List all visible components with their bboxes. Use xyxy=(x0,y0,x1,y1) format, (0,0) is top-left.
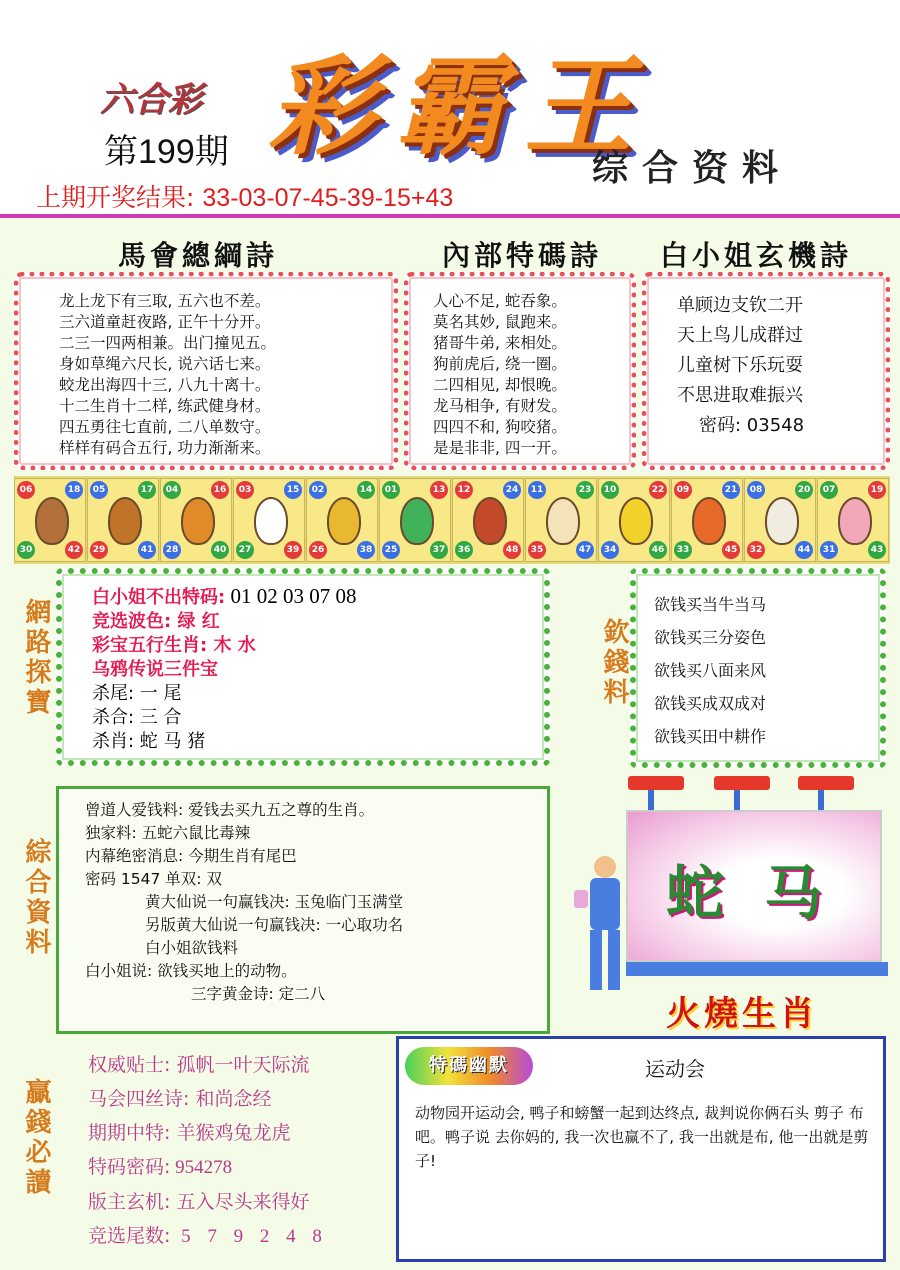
poem-line: 龙马相争, 有财发。 xyxy=(433,397,567,415)
net-row xyxy=(92,706,544,730)
zodiac-tile xyxy=(14,478,86,562)
zodiac-row xyxy=(14,478,890,562)
net-label: 彩宝五行生肖: xyxy=(92,635,208,656)
zodiac-number: 16 xyxy=(211,481,229,499)
zodiac-number: 29 xyxy=(90,541,108,559)
zonghe-line: 另版黄大仙说一句赢钱决: 一心取功名 xyxy=(145,916,404,934)
net-row xyxy=(92,634,544,658)
last-result-numbers: 33-03-07-45-39-15+43 xyxy=(202,184,454,212)
money-item: 欲钱买三分姿色 xyxy=(654,628,767,647)
poem-line: 猪哥牛弟, 来相处。 xyxy=(433,334,567,352)
poem-line: 是是非非, 四一开。 xyxy=(433,439,567,457)
subtitle: 综合资料 xyxy=(592,147,793,189)
zodiac-number: 24 xyxy=(503,481,521,499)
zodiac-number: 31 xyxy=(820,541,838,559)
last-result xyxy=(36,178,453,214)
win-label-text: 马会四丝诗: xyxy=(88,1088,190,1110)
net-label: 杀合: xyxy=(92,707,135,728)
poem-line: 十二生肖十二样, 练武健身材。 xyxy=(59,397,271,415)
humor-badge: 特碼幽默 xyxy=(405,1047,533,1085)
zodiac-animal-icon xyxy=(400,497,434,545)
xuanji-password: 密码: 03548 xyxy=(699,415,805,436)
horse-poem-title: 馬會總綱詩 xyxy=(118,239,279,272)
win-row xyxy=(88,1116,388,1150)
zodiac-number: 19 xyxy=(868,481,886,499)
zodiac-number: 33 xyxy=(674,541,692,559)
issue-number: 第199期 xyxy=(104,133,229,171)
zonghe-line: 曾道人爱钱料: 爱钱去买九五之尊的生肖。 xyxy=(85,801,375,819)
zodiac-tile xyxy=(817,478,889,562)
zodiac-number: 32 xyxy=(747,541,765,559)
zodiac-animal-icon xyxy=(765,497,799,545)
zodiac-number: 45 xyxy=(722,541,740,559)
zodiac-number: 47 xyxy=(576,541,594,559)
zonghe-line: 三字黄金诗: 定二八 xyxy=(191,985,326,1003)
win-row xyxy=(88,1048,388,1082)
zodiac-number: 35 xyxy=(528,541,546,559)
zodiac-tile xyxy=(671,478,743,562)
zodiac-number: 41 xyxy=(138,541,156,559)
zodiac-number: 34 xyxy=(601,541,619,559)
win-row xyxy=(88,1150,388,1185)
money-item: 欲钱买田中耕作 xyxy=(654,727,767,746)
poem-line: 蛟龙出海四十三, 八九十离十。 xyxy=(59,376,271,394)
net-label: 乌鸦传说三件宝 xyxy=(92,659,218,680)
win-row xyxy=(88,1219,388,1254)
zodiac-number: 39 xyxy=(284,541,302,559)
net-value: 三 合 xyxy=(134,707,182,728)
billboard-lamp xyxy=(714,776,770,790)
zodiac-animal-icon xyxy=(35,497,69,545)
win-label-text: 权威贴士: xyxy=(88,1054,171,1076)
zodiac-number: 08 xyxy=(747,481,765,499)
zodiac-number: 20 xyxy=(795,481,813,499)
zodiac-animal-icon xyxy=(546,497,580,545)
zodiac-number: 48 xyxy=(503,541,521,559)
billboard-lamp xyxy=(628,776,684,790)
billboard-illustration xyxy=(566,772,896,1042)
poem-line: 身如草绳六尺长, 说六话七来。 xyxy=(59,355,271,373)
money-item: 欲钱买当牛当马 xyxy=(654,595,767,614)
win-label-text: 竞选尾数: xyxy=(88,1225,171,1247)
net-row xyxy=(92,584,544,610)
win-label-text: 特码密码: xyxy=(88,1156,171,1178)
zodiac-number: 14 xyxy=(357,481,375,499)
net-value: 木 水 xyxy=(207,635,256,656)
zodiac-tile xyxy=(379,478,451,562)
billboard-lamp xyxy=(798,776,854,790)
poem-line: 样样有码合五行, 功力渐渐来。 xyxy=(59,439,271,457)
zodiac-number: 06 xyxy=(17,481,35,499)
zodiac-animal-icon xyxy=(327,497,361,545)
zodiac-number: 11 xyxy=(528,481,546,499)
billboard-text: 蛇 马 xyxy=(666,859,833,927)
header xyxy=(0,0,900,218)
net-label: 白小姐不出特码: xyxy=(92,587,226,608)
money-item: 欲钱买八面来风 xyxy=(654,661,767,680)
zodiac-number: 12 xyxy=(455,481,473,499)
net-row xyxy=(92,658,544,682)
xuanji-poem-title: 白小姐玄機詩 xyxy=(660,239,853,272)
zodiac-number: 07 xyxy=(820,481,838,499)
win-value: 5 7 9 2 4 8 xyxy=(170,1226,328,1247)
zodiac-number: 10 xyxy=(601,481,619,499)
zodiac-tile xyxy=(452,478,524,562)
zodiac-number: 03 xyxy=(236,481,254,499)
zodiac-tile xyxy=(87,478,159,562)
brand-logo: 彩霸王 xyxy=(268,44,653,170)
zodiac-number: 43 xyxy=(868,541,886,559)
zodiac-number: 05 xyxy=(90,481,108,499)
poem-line: 人心不足, 蛇吞象。 xyxy=(433,292,567,310)
net-label: 杀肖: xyxy=(92,731,135,752)
zodiac-animal-icon xyxy=(838,497,872,545)
zodiac-tile xyxy=(525,478,597,562)
humor-title: 运动会 xyxy=(645,1057,705,1081)
zodiac-strip xyxy=(14,476,890,564)
zonghe-line: 白小姐欲钱料 xyxy=(145,939,239,957)
net-label: 杀尾: xyxy=(92,683,135,704)
win-label-text: 版主玄机: xyxy=(88,1191,171,1213)
zodiac-number: 25 xyxy=(382,541,400,559)
header-divider xyxy=(0,214,900,218)
zodiac-tile xyxy=(233,478,305,562)
zodiac-number: 22 xyxy=(649,481,667,499)
poem-line: 莫名其妙, 鼠跑来。 xyxy=(433,313,567,331)
win-list xyxy=(88,1048,388,1254)
zodiac-tile xyxy=(306,478,378,562)
net-row xyxy=(92,682,544,706)
zonghe-line: 密码 1547 单双: 双 xyxy=(85,870,222,888)
zodiac-number: 28 xyxy=(163,541,181,559)
horse-poem-box xyxy=(14,272,398,470)
poem-line: 儿童树下乐玩耍 xyxy=(677,355,803,376)
net-value: 蛇 马 猪 xyxy=(134,731,206,752)
zodiac-animal-icon xyxy=(692,497,726,545)
net-value: 绿 红 xyxy=(171,611,220,632)
zodiac-number: 13 xyxy=(430,481,448,499)
billboard-caption: 火燒生肖 xyxy=(666,994,818,1034)
zodiac-number: 01 xyxy=(382,481,400,499)
win-label-text: 期期中特: xyxy=(88,1122,171,1144)
net-label: 竞选波色: xyxy=(92,611,172,632)
zodiac-number: 09 xyxy=(674,481,692,499)
zodiac-animal-icon xyxy=(108,497,142,545)
zodiac-number: 17 xyxy=(138,481,156,499)
humor-text: 动物园开运动会, 鸭子和螃蟹一起到达终点, 裁判说你俩石头 剪子 布吧。鸭子说 去你妈的, 我一次也赢不了, 我一出就是布, 他一出就是剪子! xyxy=(415,1104,869,1170)
zodiac-number: 42 xyxy=(65,541,83,559)
win-value: 孤帆一叶天际流 xyxy=(170,1054,310,1076)
poem-line: 三六道童赶夜路, 正午十分开。 xyxy=(59,313,271,331)
poem-line: 四四不和, 狗咬猪。 xyxy=(433,418,567,436)
painter-figure xyxy=(582,856,628,996)
win-value: 954278 xyxy=(170,1157,233,1178)
zodiac-number: 18 xyxy=(65,481,83,499)
zodiac-number: 36 xyxy=(455,541,473,559)
inner-poem-title: 內部特碼詩 xyxy=(442,239,603,272)
win-value: 五入尽头来得好 xyxy=(170,1191,310,1213)
poem-line: 龙上龙下有三取, 五六也不差。 xyxy=(59,292,271,310)
zodiac-number: 04 xyxy=(163,481,181,499)
net-treasure-box xyxy=(56,568,550,766)
last-result-label: 上期开奖结果: xyxy=(36,183,195,212)
zodiac-number: 37 xyxy=(430,541,448,559)
zodiac-animal-icon xyxy=(181,497,215,545)
humor-box xyxy=(396,1036,886,1262)
win-row xyxy=(88,1082,388,1116)
zonghe-line: 白小姐说: 欲钱买地上的动物。 xyxy=(85,962,297,980)
poem-line: 狗前虎后, 绕一圈。 xyxy=(433,355,567,373)
net-value: 01 02 03 07 08 xyxy=(225,584,357,608)
zodiac-tile xyxy=(598,478,670,562)
win-value: 和尚念经 xyxy=(189,1088,272,1110)
zodiac-number: 27 xyxy=(236,541,254,559)
money-box xyxy=(630,568,886,768)
zonghe-line: 独家料: 五蛇六鼠比毒辣 xyxy=(85,824,251,842)
zonghe-label: 綜合資料 xyxy=(21,838,51,958)
zodiac-number: 26 xyxy=(309,541,327,559)
zodiac-number: 46 xyxy=(649,541,667,559)
net-row xyxy=(92,610,544,634)
zodiac-number: 40 xyxy=(211,541,229,559)
zodiac-animal-icon xyxy=(619,497,653,545)
zodiac-number: 23 xyxy=(576,481,594,499)
xuanji-poem-box xyxy=(642,272,890,470)
poem-line: 二四相见, 却恨晚。 xyxy=(433,376,567,394)
zodiac-tile xyxy=(744,478,816,562)
net-treasure-label: 網路探寶 xyxy=(21,598,51,718)
poem-line: 四五勇往七直前, 二八单数守。 xyxy=(59,418,271,436)
poem-line: 单顾边支钦二开 xyxy=(677,295,803,316)
poem-line: 天上鸟儿成群过 xyxy=(677,325,803,346)
zonghe-line: 内幕绝密消息: 今期生肖有尾巴 xyxy=(85,847,297,865)
poem-line: 不思进取难振兴 xyxy=(677,385,803,406)
zodiac-number: 15 xyxy=(284,481,302,499)
win-row xyxy=(88,1185,388,1219)
poem-line: 二三一四两相兼。出门撞见五。 xyxy=(59,334,277,352)
billboard-base xyxy=(626,962,888,976)
win-value: 羊猴鸡兔龙虎 xyxy=(170,1122,291,1144)
zonghe-box xyxy=(56,786,550,1034)
zodiac-number: 38 xyxy=(357,541,375,559)
money-label: 欽錢料 xyxy=(599,618,629,708)
win-label: 贏錢必讀 xyxy=(21,1078,51,1198)
net-value: 一 尾 xyxy=(134,683,182,704)
zodiac-tile xyxy=(160,478,232,562)
zodiac-number: 30 xyxy=(17,541,35,559)
zodiac-number: 02 xyxy=(309,481,327,499)
zodiac-animal-icon xyxy=(473,497,507,545)
inner-poem-box xyxy=(404,272,636,470)
net-row xyxy=(92,730,544,754)
liuhecai-title: 六合彩 xyxy=(100,80,202,120)
zodiac-number: 44 xyxy=(795,541,813,559)
zonghe-line: 黄大仙说一句赢钱决: 玉兔临门玉满堂 xyxy=(145,893,404,911)
zodiac-number: 21 xyxy=(722,481,740,499)
zodiac-animal-icon xyxy=(254,497,288,545)
money-item: 欲钱买成双成对 xyxy=(654,694,767,713)
